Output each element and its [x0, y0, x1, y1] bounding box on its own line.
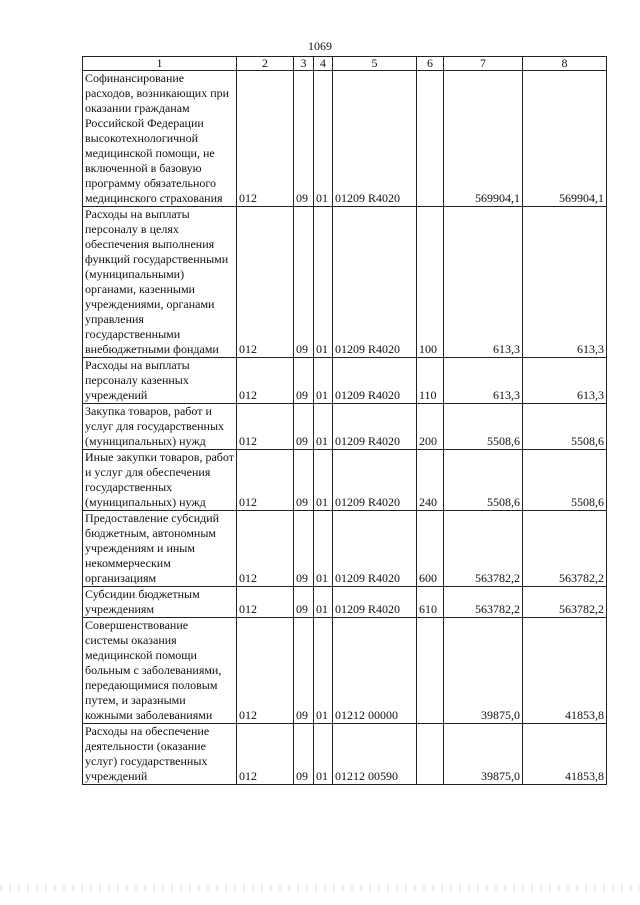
cell-subsection: 01	[314, 207, 333, 358]
cell-vr	[417, 618, 444, 724]
column-header: 3	[294, 57, 314, 71]
cell-vr: 100	[417, 207, 444, 358]
table-row	[83, 724, 607, 785]
cell-sum2: 613,3	[523, 358, 607, 404]
cell-sum1: 613,3	[444, 207, 523, 358]
cell-subsection: 01	[314, 358, 333, 404]
cell-sum1: 563782,2	[444, 511, 523, 587]
cell-name: Расходы на выплаты персоналу казенных учреждений	[83, 358, 237, 404]
cell-sum2: 41853,8	[523, 724, 607, 785]
cell-subsection: 01	[314, 404, 333, 450]
cell-vr: 600	[417, 511, 444, 587]
cell-section: 09	[294, 618, 314, 724]
cell-name: Расходы на обеспечение деятельности (оказание услуг) государственных учреждений	[83, 724, 237, 785]
cell-target: 01209 R4020	[333, 358, 417, 404]
table-row	[83, 450, 607, 511]
cell-name: Расходы на выплаты персоналу в целях обеспечения выполнения функций государственными (муниципальными) органами, казенными учреждениями, органами управления государственными внебюджетными фондами	[83, 207, 237, 358]
cell-target: 01209 R4020	[333, 404, 417, 450]
cell-target: 01212 00000	[333, 618, 417, 724]
cell-sum1: 5508,6	[444, 450, 523, 511]
budget-table	[82, 56, 607, 785]
cell-target: 01209 R4020	[333, 71, 417, 207]
cell-name: Предоставление субсидий бюджетным, автономным учреждениям и иным некоммерческим организациям	[83, 511, 237, 587]
cell-target: 01209 R4020	[333, 207, 417, 358]
column-header: 8	[523, 57, 607, 71]
cell-vr: 110	[417, 358, 444, 404]
cell-subsection: 01	[314, 587, 333, 618]
column-header: 7	[444, 57, 523, 71]
cell-ministry: 012	[237, 207, 294, 358]
cell-name: Иные закупки товаров, работ и услуг для обеспечения государственных (муниципальных) нужд	[83, 450, 237, 511]
cell-section: 09	[294, 587, 314, 618]
cell-section: 09	[294, 450, 314, 511]
cell-section: 09	[294, 71, 314, 207]
cell-sum2: 563782,2	[523, 511, 607, 587]
table-row	[83, 404, 607, 450]
cell-vr	[417, 724, 444, 785]
cell-subsection: 01	[314, 618, 333, 724]
cell-sum1: 613,3	[444, 358, 523, 404]
cell-ministry: 012	[237, 618, 294, 724]
cell-sum2: 569904,1	[523, 71, 607, 207]
table-header-row	[83, 57, 607, 71]
table-row	[83, 587, 607, 618]
cell-section: 09	[294, 358, 314, 404]
column-header: 5	[333, 57, 417, 71]
cell-vr: 200	[417, 404, 444, 450]
cell-target: 01212 00590	[333, 724, 417, 785]
column-header: 4	[314, 57, 333, 71]
column-header: 2	[237, 57, 294, 71]
cell-sum1: 569904,1	[444, 71, 523, 207]
page-number: 1069	[308, 39, 332, 53]
cell-sum2: 5508,6	[523, 450, 607, 511]
cell-subsection: 01	[314, 511, 333, 587]
cell-ministry: 012	[237, 450, 294, 511]
column-header: 6	[417, 57, 444, 71]
cell-vr: 240	[417, 450, 444, 511]
cell-sum1: 39875,0	[444, 618, 523, 724]
cell-subsection: 01	[314, 71, 333, 207]
table-row	[83, 618, 607, 724]
table-row	[83, 207, 607, 358]
cell-sum2: 613,3	[523, 207, 607, 358]
cell-sum2: 563782,2	[523, 587, 607, 618]
cell-vr: 610	[417, 587, 444, 618]
cell-name: Закупка товаров, работ и услуг для государственных (муниципальных) нужд	[83, 404, 237, 450]
cell-target: 01209 R4020	[333, 587, 417, 618]
cell-subsection: 01	[314, 724, 333, 785]
cell-sum1: 39875,0	[444, 724, 523, 785]
table-row	[83, 358, 607, 404]
cell-name: Софинансирование расходов, возникающих при оказании гражданам Российской Федерации высокотехнологичной медицинской помощи, не включенной в базовую программу обязательного медицинского страхования	[83, 71, 237, 207]
cell-name: Совершенствование системы оказания медицинской помощи больным с заболеваниями, передающимися половым путем, и заразными кожными заболеваниями	[83, 618, 237, 724]
cell-target: 01209 R4020	[333, 450, 417, 511]
cell-ministry: 012	[237, 71, 294, 207]
table-row	[83, 511, 607, 587]
cell-ministry: 012	[237, 724, 294, 785]
cell-sum2: 41853,8	[523, 618, 607, 724]
cell-sum1: 563782,2	[444, 587, 523, 618]
cell-section: 09	[294, 724, 314, 785]
cell-section: 09	[294, 207, 314, 358]
cell-sum2: 5508,6	[523, 404, 607, 450]
cell-target: 01209 R4020	[333, 511, 417, 587]
cell-name: Субсидии бюджетным учреждениям	[83, 587, 237, 618]
cell-ministry: 012	[237, 511, 294, 587]
column-header: 1	[83, 57, 237, 71]
cell-section: 09	[294, 404, 314, 450]
cell-ministry: 012	[237, 587, 294, 618]
cell-section: 09	[294, 511, 314, 587]
cell-subsection: 01	[314, 450, 333, 511]
cell-ministry: 012	[237, 358, 294, 404]
cell-sum1: 5508,6	[444, 404, 523, 450]
cell-vr	[417, 71, 444, 207]
table-row	[83, 71, 607, 207]
cell-ministry: 012	[237, 404, 294, 450]
scan-noise	[0, 885, 640, 891]
